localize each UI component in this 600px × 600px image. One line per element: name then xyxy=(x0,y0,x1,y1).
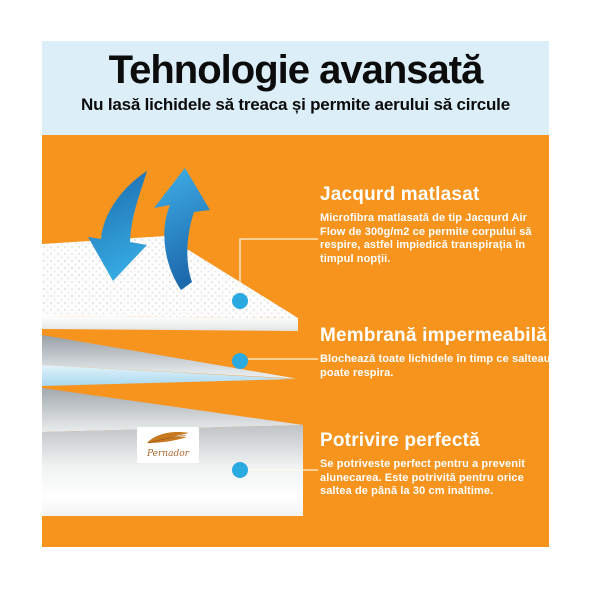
section-heading: Jacqurd matlasat xyxy=(320,184,480,205)
quilted-layer-edge xyxy=(42,316,298,331)
section-body: Se potriveste perfect pentru a prevenit alunecarea. Este potrivită pentru orice saltea de până la 30 cm inaltime. xyxy=(320,458,526,497)
section-jacquard xyxy=(320,184,552,266)
section-body: Blochează toate lichidele în timp ce salteaua poate respira. xyxy=(320,353,557,379)
feather-icon xyxy=(145,430,191,444)
brand-logo-text: Pernador xyxy=(147,449,189,459)
section-heading: Potrivire perfectă xyxy=(320,430,480,451)
section-fit xyxy=(320,430,552,499)
page-subtitle: Nu lasă lichidele să treaca și permite aerului să circule xyxy=(81,95,510,114)
connector-line-1 xyxy=(240,239,318,296)
base-layer-top-face xyxy=(42,388,303,432)
section-body: Microfibra matlasată de tip Jacqurd Air Flow de 300g/m2 ce permite corpului să respire, astfel impiedică transpirația în timpul nopții. xyxy=(320,212,532,265)
brand-logo xyxy=(137,427,199,463)
connector-dot-3 xyxy=(232,462,248,478)
section-membrane xyxy=(320,325,560,380)
connector-dot-2 xyxy=(232,353,248,369)
section-heading: Membrană impermeabilă xyxy=(320,325,548,346)
page-title: Tehnologie avansată xyxy=(108,48,483,92)
connector-dot-1 xyxy=(232,293,248,309)
